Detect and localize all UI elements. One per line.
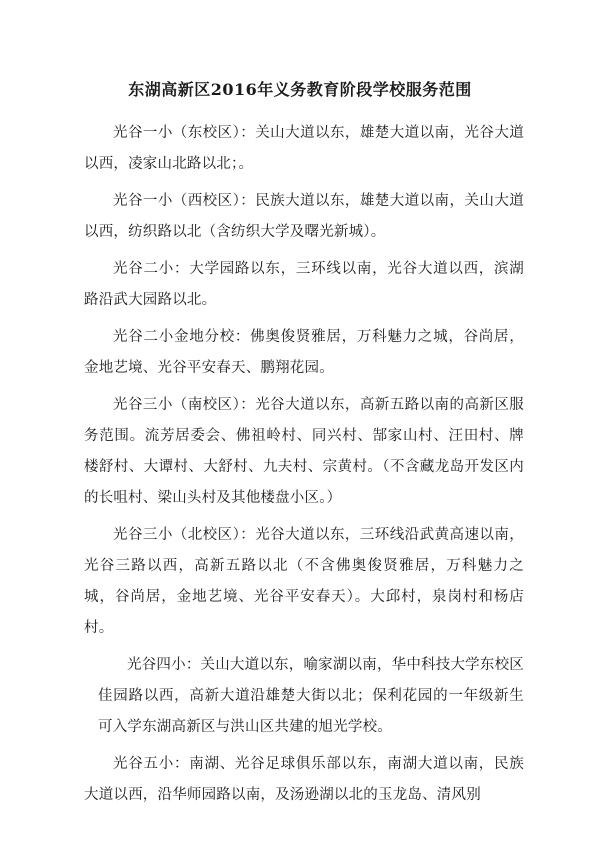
- document-title: 东湖高新区2016年义务教育阶段学校服务范围: [128, 80, 472, 99]
- paragraph-guanggu-5: 光谷五小：南湖、光谷足球俱乐部以东，南湖大道以南，民族大道以西，沿华师园路以南，及汤逊湖以北的玉龙岛、清风别: [84, 756, 524, 803]
- paragraph-guanggu-1-west: 光谷一小（西校区）：民族大道以东，雄楚大道以南，关山大道以西，纺织路以北（含纺织大学及曙光新城）。: [84, 193, 524, 240]
- paragraph-guanggu-2-jindi: 光谷二小金地分校：佛奥俊贤雅居，万科魅力之城，谷尚居，金地艺境、光谷平安春天、鹏翔花园。: [84, 329, 524, 376]
- paragraph-guanggu-4: 光谷四小：关山大道以东，喻家湖以南，华中科技大学东校区佳园路以西，高新大道沿雄楚大街以北；保利花园的一年级新生可入学东湖高新区与洪山区共建的旭光学校。: [98, 657, 524, 735]
- paragraph-guanggu-3-south: 光谷三小（南校区）：光谷大道以东，高新五路以南的高新区服务范围。流芳居委会、佛祖岭村、同兴村、郜家山村、汪田村、牌楼舒村、大谭村、大舒村、九夫村、宗黄村。（不含藏龙岛开发区内的长咀村、梁山头村及其他楼盘小区。）: [84, 397, 524, 506]
- paragraph-guanggu-2: 光谷二小：大学园路以东，三环线以南，光谷大道以西，滨湖路沿武大园路以北。: [84, 261, 524, 308]
- paragraph-guanggu-1-east: 光谷一小（东校区）：关山大道以东，雄楚大道以南，光谷大道以西，凌家山北路以北；。: [84, 125, 524, 172]
- document-body: [84, 118, 524, 817]
- paragraph-guanggu-3-north: 光谷三小（北校区）：光谷大道以东，三环线沿武黄高速以南，光谷三路以西，高新五路以北（不含佛奥俊贤雅居，万科魅力之城，谷尚居，金地艺境、光谷平安春天）。大邱村，泉岗村和杨店村。: [84, 527, 524, 636]
